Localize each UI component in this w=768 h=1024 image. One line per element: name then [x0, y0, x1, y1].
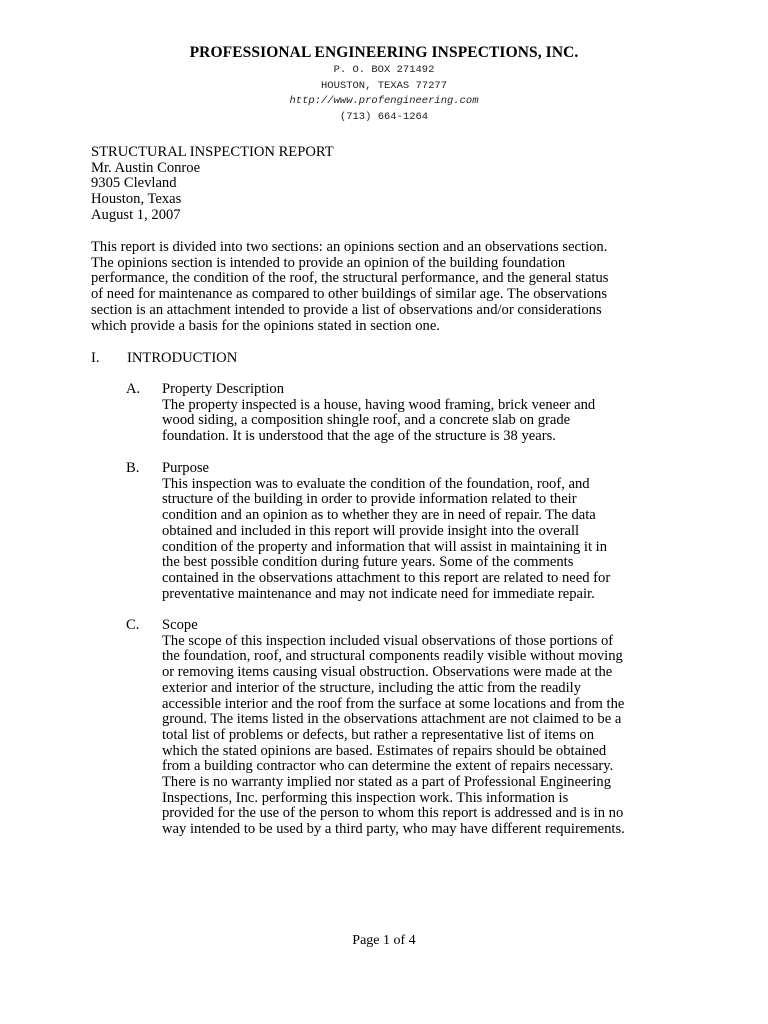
- company-name: PROFESSIONAL ENGINEERING INSPECTIONS, INC.: [189, 44, 579, 61]
- paragraph-line: obtained and included in this report will provide insight into the overall: [162, 522, 580, 539]
- paragraph-line: condition of the property and information that will assist in maintaining it in: [162, 538, 608, 555]
- subsection-heading: Scope: [162, 617, 198, 633]
- paragraph-line: the foundation, roof, and structural components readily visible without moving: [162, 648, 623, 665]
- paragraph-line: from a building contractor who can determine the extent of repairs necessary.: [162, 758, 614, 775]
- client-name: Mr. Austin Conroe: [91, 159, 201, 176]
- report-header: [91, 145, 691, 224]
- client-city: Houston, Texas: [91, 191, 182, 208]
- subsection-body: [162, 461, 610, 602]
- subsection-heading: Property Description: [162, 381, 284, 397]
- paragraph-line: This inspection was to evaluate the condition of the foundation, roof, and: [162, 475, 590, 492]
- subsection-body: [162, 618, 625, 838]
- page-number: Page 1 of 4: [352, 933, 416, 948]
- subsection-purpose: [126, 461, 686, 606]
- company-phone: (713) 664-1264: [339, 110, 429, 123]
- paragraph-line: condition and an opinion as to whether they are in need of repair. The data: [162, 507, 596, 524]
- paragraph-line: total list of problems or defects, but rather a representative list of items on: [162, 726, 595, 743]
- paragraph-line: exterior and interior of the structure, including the attic from the readily: [162, 679, 582, 696]
- paragraph-line: The scope of this inspection included visual observations of those portions of: [162, 632, 614, 649]
- report-date: August 1, 2007: [91, 206, 181, 223]
- paragraph-line: preventative maintenance and may not indicate need for immediate repair.: [162, 585, 595, 602]
- po-box: P. O. BOX 271492: [333, 64, 435, 76]
- paragraph-line: There is no warranty implied nor stated as a part of Professional Engineering: [162, 774, 612, 791]
- section-title: INTRODUCTION: [127, 350, 238, 366]
- paragraph-line: The opinions section is intended to provide an opinion of the building foundation: [91, 254, 566, 271]
- paragraph-line: performance, the condition of the roof, the structural performance, and the general status: [91, 270, 609, 287]
- paragraph-line: contained in the observations attachment to this report are related to need for: [162, 569, 611, 586]
- report-title: STRUCTURAL INSPECTION REPORT: [91, 144, 334, 160]
- section-number: I.: [91, 350, 100, 366]
- paragraph-line: provided for the use of the person to whom this report is addressed and is in no: [162, 805, 624, 822]
- subsection-letter: B.: [126, 460, 140, 476]
- paragraph-line: structure of the building in order to provide information related to their: [162, 491, 577, 508]
- subsection-scope: [126, 618, 686, 843]
- letterhead: [0, 44, 768, 125]
- subsection-heading: Purpose: [162, 460, 210, 476]
- subsection-property-description: [126, 382, 686, 452]
- subsection-letter: A.: [126, 381, 141, 397]
- client-street: 9305 Clevland: [91, 175, 177, 192]
- paragraph-line: way intended to be used by a third party, who may have different requirements.: [162, 821, 625, 838]
- paragraph-line: or removing items causing visual obstruction. Observations were made at the: [162, 664, 613, 681]
- paragraph-line: accessible interior and the roof from the surface at some locations and from the: [162, 695, 625, 712]
- paragraph-line: foundation. It is understood that the age of the structure is 38 years.: [162, 428, 556, 445]
- subsection-letter: C.: [126, 617, 140, 633]
- paragraph-line: the best possible condition during future years. Some of the comments: [162, 554, 574, 571]
- company-city: HOUSTON, TEXAS 77277: [320, 79, 448, 92]
- paragraph-line: ground. The items listed in the observations attachment are not claimed to be a: [162, 711, 622, 728]
- section-heading: [91, 351, 391, 367]
- paragraph-line: The property inspected is a house, having wood framing, brick veneer and: [162, 396, 596, 413]
- paragraph-line: of need for maintenance as compared to other buildings of similar age. The observations: [91, 286, 608, 303]
- paragraph-line: This report is divided into two sections: an opinions section and an observations section.: [91, 239, 608, 255]
- intro-paragraph: [91, 240, 691, 334]
- subsection-body: [162, 382, 595, 445]
- paragraph-line: section is an attachment intended to provide a list of observations and/or considerations: [91, 301, 602, 318]
- paragraph-line: which provide a basis for the opinions stated in section one.: [91, 317, 440, 334]
- paragraph-line: wood siding, a composition shingle roof, and a concrete slab on grade: [162, 412, 571, 429]
- company-website: http://www.profengineering.com: [289, 95, 479, 107]
- paragraph-line: Inspections, Inc. performing this inspection work. This information is: [162, 789, 569, 806]
- paragraph-line: which the stated opinions are based. Estimates of repairs should be obtained: [162, 742, 607, 759]
